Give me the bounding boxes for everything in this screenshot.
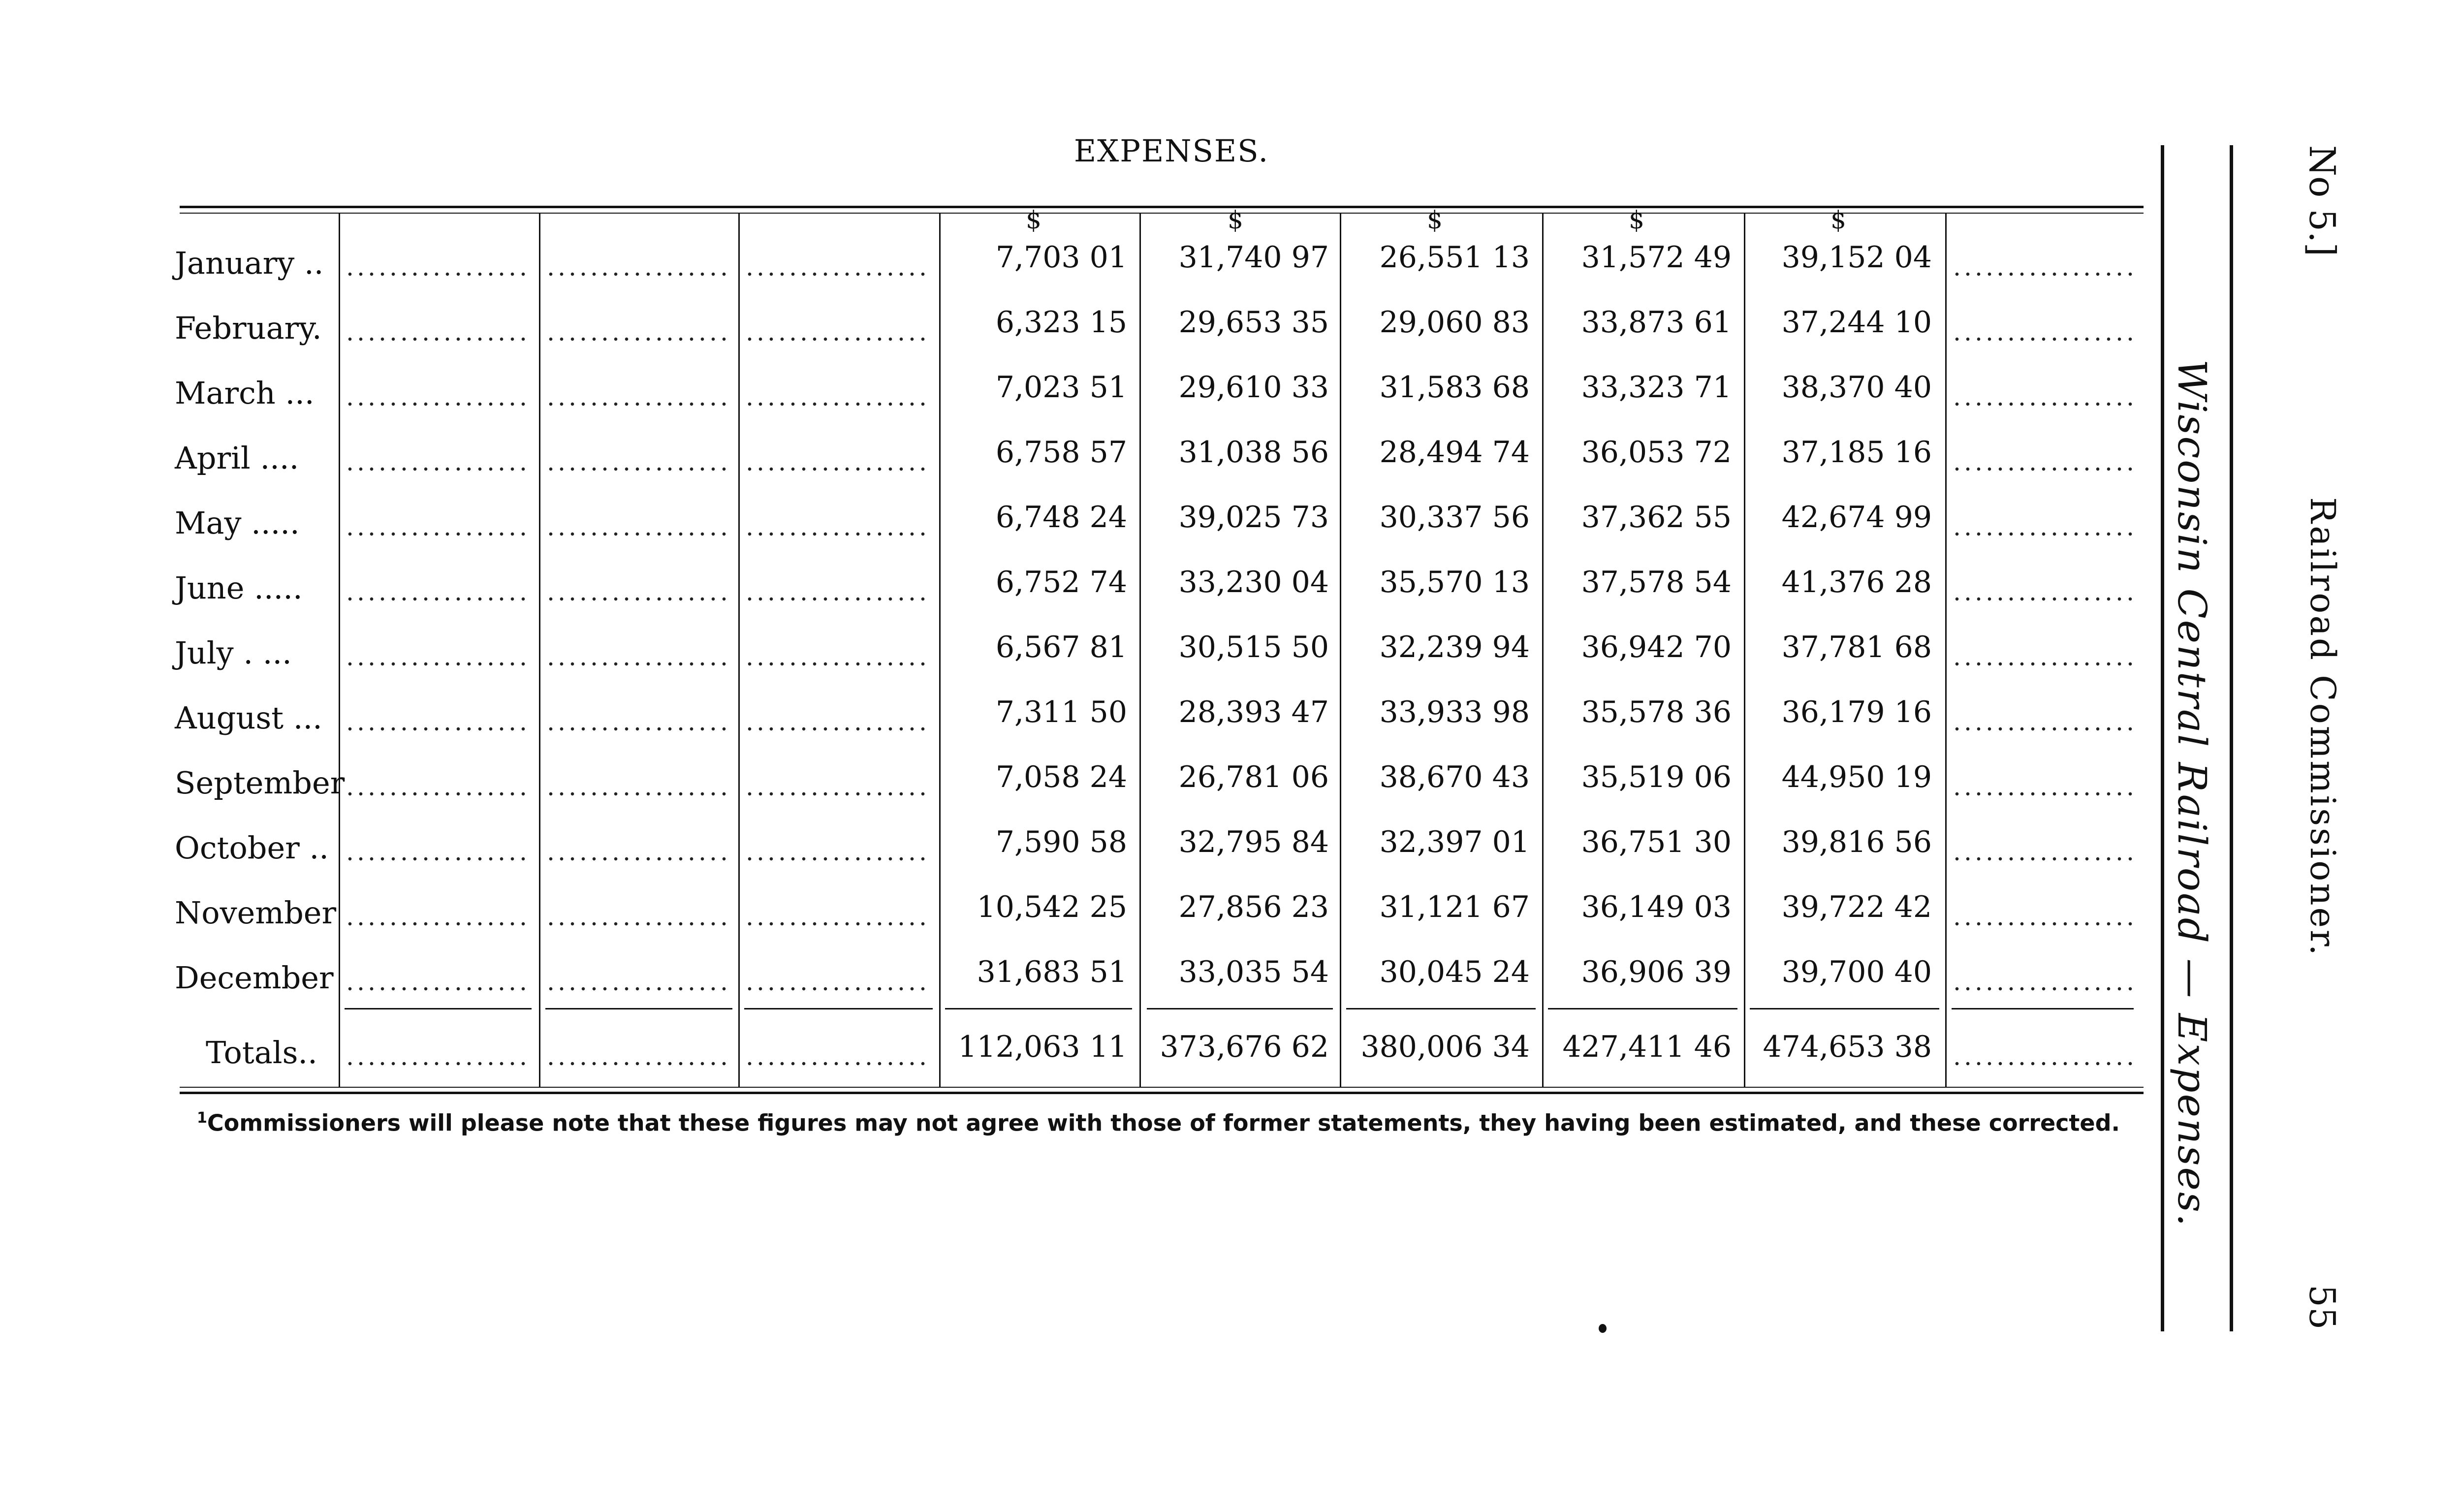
expense-value: 27,856 23 <box>1178 890 1329 924</box>
expense-value: 10,542 25 <box>977 890 1127 924</box>
expense-value: 32,795 84 <box>1178 825 1329 859</box>
expense-value: 7,703 01 <box>995 240 1127 275</box>
dot-leader <box>345 791 527 796</box>
month-label: January .. <box>175 245 324 281</box>
expense-value: 36,751 30 <box>1581 825 1732 859</box>
expense-value: 37,362 55 <box>1581 500 1732 535</box>
currency-symbol: $ <box>1228 206 1243 234</box>
expense-value: 30,045 24 <box>1379 955 1530 989</box>
footnote-marker: 1 <box>197 1109 207 1127</box>
expense-value: 6,758 57 <box>995 435 1127 470</box>
expense-value: 7,590 58 <box>995 825 1127 859</box>
month-label: May ..... <box>175 505 300 541</box>
expense-value: 28,494 74 <box>1379 435 1530 470</box>
dot-leader <box>1952 1061 2134 1066</box>
column-divider <box>1139 213 1141 1087</box>
table-bottom-rule <box>180 1092 2144 1094</box>
totals-rule <box>545 1008 732 1009</box>
dot-leader <box>345 856 527 861</box>
month-label: June ..... <box>175 570 303 606</box>
total-value: 427,411 46 <box>1562 1030 1732 1064</box>
expense-value: 37,578 54 <box>1581 565 1732 599</box>
dot-leader <box>545 272 727 277</box>
expense-value: 39,816 56 <box>1781 825 1932 859</box>
dot-leader <box>345 337 527 342</box>
dot-leader <box>744 662 928 666</box>
totals-rule <box>345 1008 532 1009</box>
expense-value: 33,933 98 <box>1379 695 1530 729</box>
expense-value: 37,781 68 <box>1781 630 1932 664</box>
dot-leader <box>345 662 527 666</box>
expense-value: 33,873 61 <box>1581 305 1732 340</box>
expense-value: 29,653 35 <box>1178 305 1329 340</box>
expense-value: 30,337 56 <box>1379 500 1530 535</box>
expense-value: 29,610 33 <box>1178 370 1329 405</box>
margin-rule-left <box>2161 145 2164 1331</box>
expense-value: 6,748 24 <box>995 500 1127 535</box>
table-bottom-rule-thin <box>180 1087 2144 1088</box>
dot-leader <box>345 597 527 601</box>
expense-value: 31,583 68 <box>1379 370 1530 405</box>
dot-leader <box>1952 532 2134 536</box>
expense-value: 41,376 28 <box>1781 565 1932 599</box>
total-value: 373,676 62 <box>1160 1030 1329 1064</box>
dot-leader <box>545 402 727 407</box>
section-heading: Railroad Commissioner. <box>2303 497 2343 957</box>
dot-leader <box>1952 856 2134 861</box>
table-title: EXPENSES. <box>1073 133 1269 169</box>
month-label: October .. <box>175 830 329 866</box>
expense-value: 32,239 94 <box>1379 630 1530 664</box>
totals-rule <box>1952 1008 2134 1009</box>
expense-value: 39,700 40 <box>1781 955 1932 989</box>
expense-value: 7,058 24 <box>995 760 1127 794</box>
expense-value: 31,740 97 <box>1178 240 1329 275</box>
expense-value: 31,038 56 <box>1178 435 1329 470</box>
expense-value: 37,244 10 <box>1781 305 1932 340</box>
expense-value: 37,185 16 <box>1781 435 1932 470</box>
expense-value: 35,570 13 <box>1379 565 1530 599</box>
month-label: December <box>175 960 334 996</box>
dot-leader <box>345 402 527 407</box>
month-label: March ... <box>175 375 315 411</box>
dot-leader <box>744 986 928 991</box>
expense-value: 31,572 49 <box>1581 240 1732 275</box>
dot-leader <box>1952 402 2134 407</box>
expense-value: 44,950 19 <box>1781 760 1932 794</box>
dot-leader <box>345 726 527 731</box>
expense-value: 36,942 70 <box>1581 630 1732 664</box>
dot-leader <box>545 1061 727 1066</box>
expense-value: 26,551 13 <box>1379 240 1530 275</box>
expense-value: 36,179 16 <box>1781 695 1932 729</box>
expense-value: 6,752 74 <box>995 565 1127 599</box>
page-number: 55 <box>2302 1285 2343 1330</box>
expense-value: 39,152 04 <box>1781 240 1932 275</box>
column-divider <box>1945 213 1947 1087</box>
dot-leader <box>1952 986 2134 991</box>
expense-value: 31,121 67 <box>1379 890 1530 924</box>
dot-leader <box>545 986 727 991</box>
dot-leader <box>545 726 727 731</box>
ink-blot <box>1599 1324 1607 1333</box>
total-value: 380,006 34 <box>1360 1030 1530 1064</box>
totals-rule <box>945 1008 1132 1009</box>
dot-leader <box>1952 791 2134 796</box>
expense-value: 30,515 50 <box>1178 630 1329 664</box>
column-divider <box>339 213 340 1087</box>
totals-rule <box>1548 1008 1737 1009</box>
dot-leader <box>744 532 928 536</box>
expense-value: 26,781 06 <box>1178 760 1329 794</box>
dot-leader <box>345 467 527 472</box>
dot-leader <box>345 921 527 926</box>
dot-leader <box>1952 272 2134 277</box>
expense-value: 39,025 73 <box>1178 500 1329 535</box>
expense-value: 7,311 50 <box>995 695 1127 729</box>
expense-value: 31,683 51 <box>977 955 1127 989</box>
month-label: November <box>175 895 337 931</box>
footnote-text: Commissioners will please note that these figures may not agree with those of former statements, they having been estimated, and these corrected. <box>207 1109 2120 1136</box>
dot-leader <box>744 791 928 796</box>
expense-value: 35,578 36 <box>1581 695 1732 729</box>
footnote <box>197 1109 2141 1136</box>
dot-leader <box>545 662 727 666</box>
dot-leader <box>1952 921 2134 926</box>
dot-leader <box>744 337 928 342</box>
expense-value: 36,149 03 <box>1581 890 1732 924</box>
currency-symbol: $ <box>1629 206 1644 234</box>
expense-value: 39,722 42 <box>1781 890 1932 924</box>
dot-leader <box>545 337 727 342</box>
dot-leader <box>545 597 727 601</box>
month-label: September <box>175 765 345 801</box>
dot-leader <box>744 467 928 472</box>
column-divider <box>1542 213 1544 1087</box>
dot-leader <box>545 856 727 861</box>
expense-value: 33,323 71 <box>1581 370 1732 405</box>
margin-rule-right <box>2230 145 2233 1331</box>
dot-leader <box>345 1061 527 1066</box>
dot-leader <box>744 1061 928 1066</box>
dot-leader <box>1952 726 2134 731</box>
dot-leader <box>345 532 527 536</box>
column-divider <box>738 213 740 1087</box>
dot-leader <box>345 986 527 991</box>
month-label: February. <box>175 310 322 346</box>
expense-value: 6,323 15 <box>995 305 1127 340</box>
running-title: Wisconsin Central Railroad — Expenses. <box>2169 359 2215 1228</box>
totals-rule <box>744 1008 933 1009</box>
month-label: July . ... <box>175 635 292 671</box>
expense-value: 38,370 40 <box>1781 370 1932 405</box>
dot-leader <box>744 272 928 277</box>
dot-leader <box>744 402 928 407</box>
currency-symbol: $ <box>1830 206 1846 234</box>
expense-value: 35,519 06 <box>1581 760 1732 794</box>
dot-leader <box>545 791 727 796</box>
column-divider <box>539 213 540 1087</box>
totals-label: Totals.. <box>206 1035 317 1071</box>
dot-leader <box>1952 467 2134 472</box>
totals-rule <box>1147 1008 1333 1009</box>
dot-leader <box>1952 597 2134 601</box>
expense-value: 29,060 83 <box>1379 305 1530 340</box>
expense-value: 33,230 04 <box>1178 565 1329 599</box>
total-value: 474,653 38 <box>1763 1030 1932 1064</box>
dot-leader <box>345 272 527 277</box>
dot-leader <box>744 921 928 926</box>
expense-value: 36,053 72 <box>1581 435 1732 470</box>
dot-leader <box>1952 337 2134 342</box>
totals-rule <box>1346 1008 1536 1009</box>
expense-value: 28,393 47 <box>1178 695 1329 729</box>
currency-symbol: $ <box>1026 206 1041 234</box>
dot-leader <box>545 921 727 926</box>
dot-leader <box>1952 662 2134 666</box>
expense-value: 38,670 43 <box>1379 760 1530 794</box>
month-label: August ... <box>175 700 322 736</box>
expense-value: 6,567 81 <box>995 630 1127 664</box>
dot-leader <box>545 467 727 472</box>
dot-leader <box>744 726 928 731</box>
issue-number: No 5.] <box>2302 145 2343 257</box>
expense-value: 36,906 39 <box>1581 955 1732 989</box>
dot-leader <box>744 856 928 861</box>
expense-value: 42,674 99 <box>1781 500 1932 535</box>
expense-value: 7,023 51 <box>995 370 1127 405</box>
expense-value: 32,397 01 <box>1379 825 1530 859</box>
dot-leader <box>744 597 928 601</box>
column-divider <box>1340 213 1341 1087</box>
month-label: April .... <box>175 440 299 476</box>
expense-value: 33,035 54 <box>1178 955 1329 989</box>
currency-symbol: $ <box>1427 206 1443 234</box>
totals-rule <box>1750 1008 1939 1009</box>
total-value: 112,063 11 <box>958 1030 1127 1064</box>
dot-leader <box>545 532 727 536</box>
